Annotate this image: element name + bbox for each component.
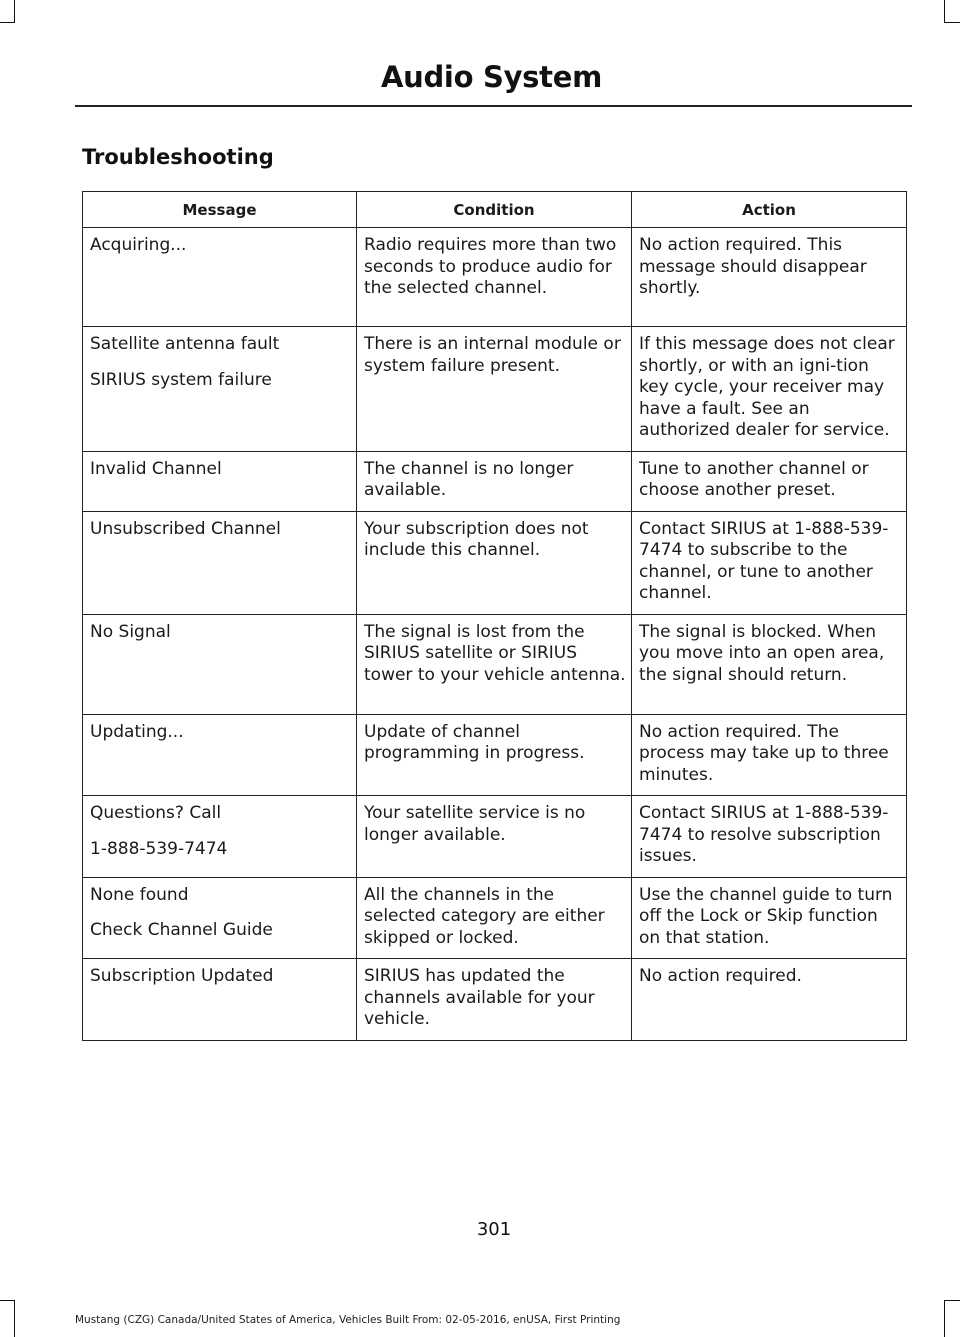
column-header-message: Message: [83, 192, 357, 228]
message-text: Updating...: [90, 721, 184, 742]
table-row: [83, 714, 907, 796]
message-cell: [83, 228, 357, 327]
action-cell: No action required. This message should disappear shortly.: [632, 228, 907, 327]
crop-mark: [944, 1300, 945, 1337]
action-cell: Use the channel guide to turn off the Lock or Skip function on that station.: [632, 877, 907, 959]
message-text: Subscription Updated: [90, 966, 274, 986]
action-cell: Tune to another channel or choose another preset.: [632, 451, 907, 511]
crop-mark: [944, 1300, 960, 1301]
condition-cell: Your subscription does not include this channel.: [357, 511, 632, 614]
table-row: [83, 614, 907, 714]
page-header-title: Audio System: [380, 60, 602, 94]
crop-mark: [14, 0, 15, 22]
header-divider: [75, 105, 912, 107]
message-text: Questions? Call: [90, 803, 222, 823]
action-cell: Contact SIRIUS at 1-888-539-7474 to subscribe to the channel, or tune to another channel.: [632, 511, 907, 614]
action-cell: No action required.: [632, 959, 907, 1041]
column-header-condition: Condition: [357, 192, 632, 228]
condition-cell: SIRIUS has updated the channels available for your vehicle.: [357, 959, 632, 1041]
condition-cell: Your satellite service is no longer available.: [357, 796, 632, 878]
message-cell: [83, 796, 357, 878]
condition-cell: The channel is no longer available.: [357, 451, 632, 511]
message-cell: [83, 327, 357, 452]
message-text: Invalid Channel: [90, 458, 222, 479]
table-row: [83, 327, 907, 452]
message-cell: [83, 511, 357, 614]
crop-mark: [14, 1300, 15, 1337]
table-row: [83, 796, 907, 878]
table-row: [83, 451, 907, 511]
table-header-row: [83, 192, 907, 228]
message-cell: [83, 877, 357, 959]
crop-mark: [944, 22, 960, 23]
crop-mark: [944, 0, 945, 22]
table-row: [83, 877, 907, 959]
table-row: [83, 959, 907, 1041]
message-text: Unsubscribed Channel: [90, 518, 281, 539]
condition-cell: All the channels in the selected category are either skipped or locked.: [357, 877, 632, 959]
troubleshooting-table: [82, 191, 907, 1041]
message-cell: [83, 614, 357, 714]
message-text: Acquiring...: [90, 235, 187, 255]
message-cell: [83, 959, 357, 1041]
message-cell: [83, 451, 357, 511]
crop-mark: [0, 1300, 15, 1301]
message-text: SIRIUS system failure: [90, 369, 272, 390]
message-text: Satellite antenna fault: [90, 334, 280, 354]
action-cell: Contact SIRIUS at 1-888-539-7474 to resolve subscription issues.: [632, 796, 907, 878]
table-row: [83, 228, 907, 327]
message-cell: [83, 714, 357, 796]
message-text: 1-888-539-7474: [90, 838, 228, 859]
crop-mark: [0, 22, 15, 23]
section-title: Troubleshooting: [82, 145, 274, 169]
column-header-action: Action: [632, 192, 907, 228]
page-number: 301: [476, 1219, 512, 1240]
message-text: Check Channel Guide: [90, 920, 273, 940]
condition-cell: The signal is lost from the SIRIUS satellite or SIRIUS tower to your vehicle antenna.: [357, 614, 632, 714]
message-text: None found: [90, 884, 189, 905]
table-row: [83, 511, 907, 614]
action-cell: If this message does not clear shortly, or with an igni-tion key cycle, your receiver may have a fault. See an authorized dealer for service.: [632, 327, 907, 452]
message-text: No Signal: [90, 621, 171, 642]
action-cell: No action required. The process may take up to three minutes.: [632, 714, 907, 796]
action-cell: The signal is blocked. When you move into an open area, the signal should return.: [632, 614, 907, 714]
condition-cell: Radio requires more than two seconds to produce audio for the selected channel.: [357, 228, 632, 327]
footer-edition-text: Mustang (CZG) Canada/United States of America, Vehicles Built From: 02-05-2016, enUSA, First Printing: [75, 1314, 621, 1326]
condition-cell: There is an internal module or system failure present.: [357, 327, 632, 452]
condition-cell: Update of channel programming in progress.: [357, 714, 632, 796]
